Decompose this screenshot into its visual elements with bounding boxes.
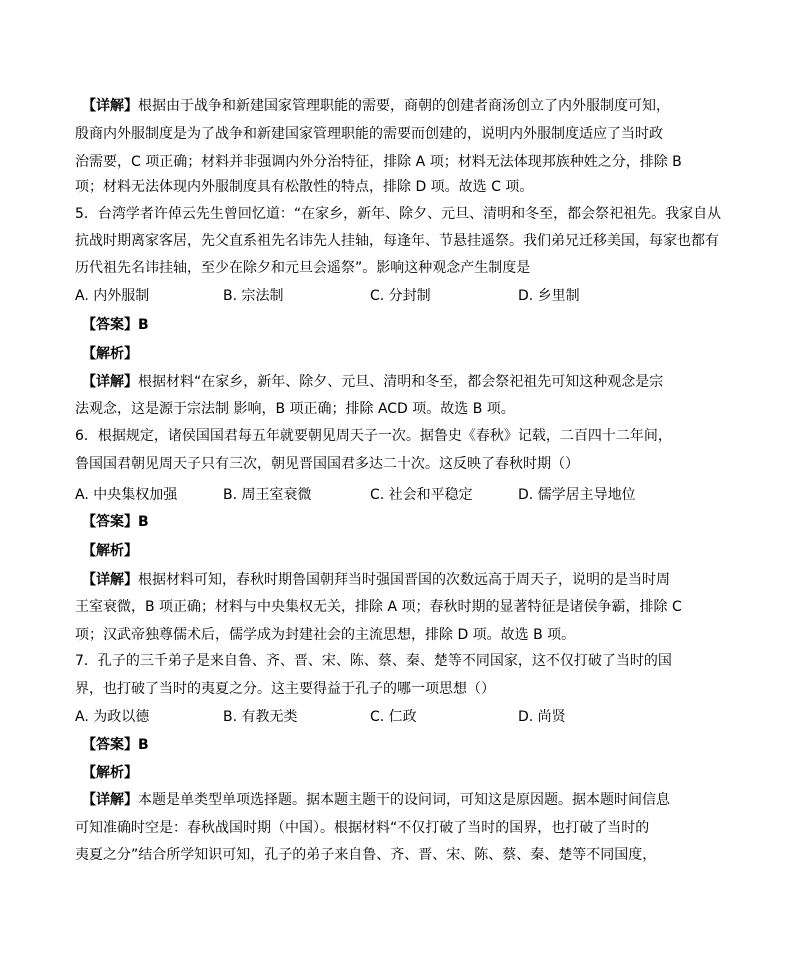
- q6-option-c: C. 社会和平稳定: [370, 487, 473, 503]
- q5-option-b: B. 宗法制: [223, 288, 284, 304]
- q6-option-a: A. 中央集权加强: [75, 487, 178, 503]
- q6-stem-line-1: 6．根据规定，诸侯国国君每五年就要朝见周天子一次。据鲁史《春秋》记载，二百四十二年间，: [75, 428, 672, 444]
- detail-tag: 【详解】: [82, 374, 138, 390]
- q6-option-b: B. 周王室衰微: [223, 487, 312, 503]
- q7-detail-line-2: 可知准确时空是：春秋战国时期（中国）。根据材料“不仅打破了当时的国界，也打破了当时的: [75, 820, 650, 836]
- q7-option-c: C. 仁政: [370, 709, 417, 725]
- answer-value: B: [138, 737, 149, 753]
- answer-value: B: [138, 317, 149, 333]
- q6-detail-line-1: [82, 570, 670, 590]
- answer-tag: 【答案】: [82, 514, 138, 530]
- detail-tag: 【详解】: [82, 792, 138, 808]
- q7-option-b: B. 有教无类: [223, 709, 298, 725]
- q7-detail-line-3: 夷夏之分”结合所学知识可知，孔子的弟子来自鲁、齐、晋、宋、陈、蔡、秦、楚等不同国度，: [75, 847, 657, 863]
- q6-stem-line-2: 鲁国国君朝见周天子只有三次，朝见晋国国君多达二十次。这反映了春秋时期（）: [75, 456, 579, 472]
- q7-analysis-tag: 【解析】: [82, 765, 138, 781]
- q7-detail-line-1: [82, 790, 670, 810]
- q6-detail-line-2: 王室衰微，B 项正确；材料与中央集权无关，排除 A 项；春秋时期的显著特征是诸侯争霸，排除 C: [75, 599, 682, 615]
- detail-text: 本题是单类型单项选择题。据本题主题干的设问词，可知这是原因题。据本题时间信息: [138, 792, 670, 808]
- q5-stem-line-1: 5．台湾学者许倬云先生曾回忆道：“在家乡，新年、除夕、元旦、清明和冬至，都会祭祀祖先。我家自从: [75, 206, 722, 222]
- q5-option-a: A. 内外服制: [75, 288, 150, 304]
- answer-value: B: [138, 514, 149, 530]
- q4-detail-line-2: 殷商内外服制度是为了战争和新建国家管理职能的需要而创建的，说明内外服制度适应了当时政: [75, 126, 663, 142]
- q4-detail-line-3: 治需要，C 项正确；材料并非强调内外分治特征，排除 A 项；材料无法体现邦族种姓之分，排除 B: [75, 154, 682, 170]
- q6-option-d: D. 儒学居主导地位: [518, 487, 636, 503]
- q7-option-d: D. 尚贤: [518, 709, 566, 725]
- q7-stem-line-1: 7．孔子的三千弟子是来自鲁、齐、晋、宋、陈、蔡、秦、楚等不同国家，这不仅打破了当时的国: [75, 653, 672, 669]
- detail-text: 根据由于战争和新建国家管理职能的需要，商朝的创建者商汤创立了内外服制度可知，: [138, 98, 670, 114]
- detail-text: 根据材料“在家乡，新年、除夕、元旦、清明和冬至，都会祭祀祖先可知这种观念是宗: [138, 374, 664, 390]
- q7-stem-line-2: 界，也打破了当时的夷夏之分。这主要得益于孔子的哪一项思想（）: [75, 681, 495, 697]
- q7-answer: [82, 735, 149, 755]
- q5-stem-line-2: 抗战时期离家客居，先父直系祖先名讳先人挂轴，每逢年、节悬挂遥祭。我们弟兄迁移美国，每家也都有: [75, 233, 719, 249]
- q5-answer: [82, 315, 149, 335]
- q5-stem-line-3: 历代祖先名讳挂轴，至少在除夕和元旦会遥祭”。影响这种观念产生制度是: [75, 260, 531, 276]
- detail-tag: 【详解】: [82, 98, 138, 114]
- q7-option-a: A. 为政以德: [75, 709, 150, 725]
- q6-analysis-tag: 【解析】: [82, 543, 138, 559]
- q4-detail-line-1: [82, 96, 670, 116]
- detail-text: 根据材料可知，春秋时期鲁国朝拜当时强国晋国的次数远高于周天子，说明的是当时周: [138, 572, 670, 588]
- q6-detail-line-3: 项；汉武帝独尊儒术后，儒学成为封建社会的主流思想，排除 D 项。故选 B 项。: [75, 627, 576, 643]
- q5-detail-line-1: [82, 372, 663, 392]
- q5-option-d: D. 乡里制: [518, 288, 580, 304]
- q6-answer: [82, 512, 149, 532]
- q5-detail-line-2: 法观念，这是源于宗法制 影响，B 项正确；排除 ACD 项。故选 B 项。: [75, 401, 515, 417]
- q4-detail-line-4: 项；材料无法体现内外服制度具有松散性的特点，排除 D 项。故选 C 项。: [75, 179, 534, 195]
- answer-tag: 【答案】: [82, 317, 138, 333]
- detail-tag: 【详解】: [82, 572, 138, 588]
- q5-analysis-tag: 【解析】: [82, 346, 138, 362]
- q5-option-c: C. 分封制: [370, 288, 431, 304]
- answer-tag: 【答案】: [82, 737, 138, 753]
